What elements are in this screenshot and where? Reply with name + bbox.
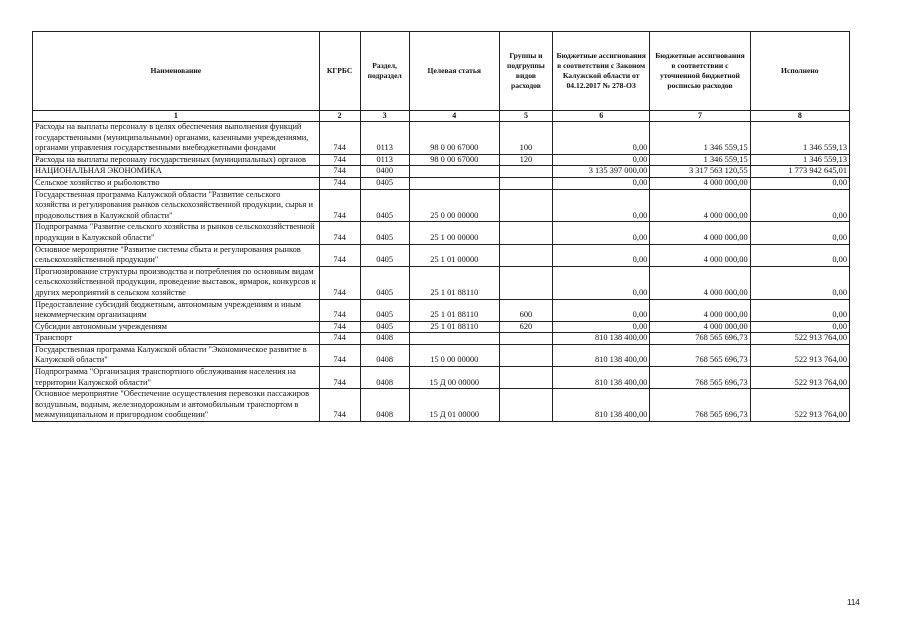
row-refined-cell: 4 000 000,00: [650, 177, 750, 189]
row-section-cell: 0400: [360, 166, 409, 178]
row-kgrbs-cell: 744: [319, 122, 360, 155]
row-kgrbs-cell: 744: [319, 299, 360, 321]
row-kgrbs-cell: 744: [319, 166, 360, 178]
row-refined-cell: 768 565 696,73: [650, 333, 750, 345]
row-group-cell: [499, 266, 552, 299]
row-refined-cell: 1 346 559,15: [650, 122, 750, 155]
header-name: Наименование: [33, 32, 320, 111]
column-number: 3: [360, 111, 409, 122]
row-group-cell: [499, 389, 552, 422]
row-name-cell: Транспорт: [33, 333, 320, 345]
row-executed-cell: 522 913 764,00: [750, 367, 849, 389]
row-name-cell: Расходы на выплаты персоналу в целях обеспечения выполнения функций государственными (муниципальными) органами, казенными учреждениями, органами управления государственными внебюджетными фондами: [33, 122, 320, 155]
row-name-cell: Прогнозирование структуры производства и потребления по основным видам сельскохозяйственной продукции, проведение выставок, ярмарок, конкурсов и других мероприятий в сельском хозяйстве: [33, 266, 320, 299]
row-executed-cell: 0,00: [750, 299, 849, 321]
header-executed: Исполнено: [750, 32, 849, 111]
row-name-cell: Предоставление субсидий бюджетным, автономным учреждениям и иным некоммерческим организациям: [33, 299, 320, 321]
row-executed-cell: 0,00: [750, 321, 849, 333]
row-refined-cell: 3 317 563 120,55: [650, 166, 750, 178]
row-section-cell: 0405: [360, 222, 409, 244]
table-row: [33, 189, 850, 222]
row-refined-cell: 4 000 000,00: [650, 321, 750, 333]
row-section-cell: 0405: [360, 321, 409, 333]
column-number: 7: [650, 111, 750, 122]
row-section-cell: 0408: [360, 344, 409, 366]
table-row: [33, 177, 850, 189]
table-row: [33, 244, 850, 266]
row-target-cell: 25 1 01 88110: [409, 266, 499, 299]
row-name-cell: Подпрограмма "Развитие сельского хозяйства и рынков сельскохозяйственной продукции в Калужской области": [33, 222, 320, 244]
row-group-cell: [499, 166, 552, 178]
row-group-cell: [499, 333, 552, 345]
row-executed-cell: 522 913 764,00: [750, 389, 849, 422]
row-law-cell: 810 138 400,00: [553, 389, 650, 422]
row-target-cell: [409, 177, 499, 189]
row-name-cell: Основное мероприятие "Развитие системы сбыта и регулирования рынков сельскохозяйственной продукции": [33, 244, 320, 266]
column-number: 6: [553, 111, 650, 122]
row-executed-cell: 0,00: [750, 177, 849, 189]
column-number: 1: [33, 111, 320, 122]
row-section-cell: 0405: [360, 244, 409, 266]
row-target-cell: 15 Д 01 00000: [409, 389, 499, 422]
header-groups: Группы и подгруппы видов расходов: [499, 32, 552, 111]
row-name-cell: Государственная программа Калужской области "Развитие сельского хозяйства и регулирования рынков сельскохозяйственной продукции, сырья и продовольствия в Калужской области": [33, 189, 320, 222]
row-name-cell: Подпрограмма "Организация транспортного обслуживания населения на территории Калужской области": [33, 367, 320, 389]
row-group-cell: [499, 244, 552, 266]
table-row: [33, 389, 850, 422]
row-group-cell: 100: [499, 122, 552, 155]
row-target-cell: 25 1 01 88110: [409, 299, 499, 321]
row-kgrbs-cell: 744: [319, 266, 360, 299]
row-refined-cell: 768 565 696,73: [650, 367, 750, 389]
table-row: [33, 222, 850, 244]
row-kgrbs-cell: 744: [319, 367, 360, 389]
column-number: 4: [409, 111, 499, 122]
row-law-cell: 3 135 397 000,00: [553, 166, 650, 178]
row-target-cell: [409, 333, 499, 345]
row-name-cell: НАЦИОНАЛЬНАЯ ЭКОНОМИКА: [33, 166, 320, 178]
row-group-cell: 600: [499, 299, 552, 321]
table-row: [33, 154, 850, 166]
row-group-cell: [499, 222, 552, 244]
row-group-cell: [499, 344, 552, 366]
row-kgrbs-cell: 744: [319, 189, 360, 222]
row-executed-cell: 0,00: [750, 222, 849, 244]
row-law-cell: 0,00: [553, 222, 650, 244]
row-law-cell: 0,00: [553, 244, 650, 266]
row-executed-cell: 0,00: [750, 189, 849, 222]
header-law: Бюджетные ассигнования в соответствии с Законом Калужской области от 04.12.2017 № 278-ОЗ: [553, 32, 650, 111]
row-law-cell: 810 138 400,00: [553, 367, 650, 389]
row-name-cell: Основное мероприятие "Обеспечение осуществления перевозки пассажиров воздушным, водным, железнодорожным и автомобильным транспортом в межмуниципальном и пригородном сообщении": [33, 389, 320, 422]
row-kgrbs-cell: 744: [319, 222, 360, 244]
header-kgrbs: КГРБС: [319, 32, 360, 111]
row-name-cell: Расходы на выплаты персоналу государственных (муниципальных) органов: [33, 154, 320, 166]
row-target-cell: 25 0 00 00000: [409, 189, 499, 222]
column-number-row: [33, 111, 850, 122]
table-row: [33, 166, 850, 178]
page-number: 114: [847, 598, 860, 607]
column-number: 5: [499, 111, 552, 122]
row-law-cell: 0,00: [553, 122, 650, 155]
table-row: [33, 333, 850, 345]
row-kgrbs-cell: 744: [319, 321, 360, 333]
row-law-cell: 0,00: [553, 189, 650, 222]
row-refined-cell: 768 565 696,73: [650, 344, 750, 366]
row-kgrbs-cell: 744: [319, 389, 360, 422]
column-number: 8: [750, 111, 849, 122]
row-group-cell: [499, 189, 552, 222]
row-law-cell: 0,00: [553, 321, 650, 333]
row-group-cell: 120: [499, 154, 552, 166]
row-refined-cell: 4 000 000,00: [650, 189, 750, 222]
table-body: [33, 122, 850, 422]
row-section-cell: 0408: [360, 389, 409, 422]
table-row: [33, 122, 850, 155]
row-kgrbs-cell: 744: [319, 244, 360, 266]
table-row: [33, 321, 850, 333]
row-refined-cell: 4 000 000,00: [650, 266, 750, 299]
row-section-cell: 0408: [360, 367, 409, 389]
row-section-cell: 0405: [360, 189, 409, 222]
header-section: Раздел, подраздел: [360, 32, 409, 111]
row-section-cell: 0405: [360, 266, 409, 299]
row-kgrbs-cell: 744: [319, 177, 360, 189]
row-law-cell: 810 138 400,00: [553, 333, 650, 345]
column-number: 2: [319, 111, 360, 122]
row-executed-cell: 522 913 764,00: [750, 333, 849, 345]
row-name-cell: Субсидии автономным учреждениям: [33, 321, 320, 333]
table-row: [33, 299, 850, 321]
row-refined-cell: 768 565 696,73: [650, 389, 750, 422]
row-law-cell: 0,00: [553, 154, 650, 166]
row-target-cell: 15 0 00 00000: [409, 344, 499, 366]
header-target: Целевая статья: [409, 32, 499, 111]
row-refined-cell: 4 000 000,00: [650, 244, 750, 266]
row-refined-cell: 4 000 000,00: [650, 299, 750, 321]
row-section-cell: 0113: [360, 154, 409, 166]
row-name-cell: Сельское хозяйство и рыболовство: [33, 177, 320, 189]
row-target-cell: 15 Д 00 00000: [409, 367, 499, 389]
row-law-cell: 0,00: [553, 266, 650, 299]
table-row: [33, 367, 850, 389]
row-section-cell: 0405: [360, 177, 409, 189]
row-executed-cell: 1 346 559,13: [750, 154, 849, 166]
row-group-cell: [499, 177, 552, 189]
row-group-cell: 620: [499, 321, 552, 333]
row-target-cell: 25 1 01 88110: [409, 321, 499, 333]
row-executed-cell: 1 346 559,13: [750, 122, 849, 155]
row-target-cell: 25 1 00 00000: [409, 222, 499, 244]
row-target-cell: 25 1 01 00000: [409, 244, 499, 266]
row-kgrbs-cell: 744: [319, 344, 360, 366]
row-section-cell: 0405: [360, 299, 409, 321]
row-target-cell: 98 0 00 67000: [409, 154, 499, 166]
row-executed-cell: 522 913 764,00: [750, 344, 849, 366]
row-target-cell: [409, 166, 499, 178]
row-law-cell: 0,00: [553, 299, 650, 321]
row-refined-cell: 1 346 559,15: [650, 154, 750, 166]
row-kgrbs-cell: 744: [319, 333, 360, 345]
header-row: [33, 32, 850, 111]
row-law-cell: 0,00: [553, 177, 650, 189]
row-executed-cell: 0,00: [750, 266, 849, 299]
row-refined-cell: 4 000 000,00: [650, 222, 750, 244]
row-executed-cell: 0,00: [750, 244, 849, 266]
row-executed-cell: 1 773 942 645,01: [750, 166, 849, 178]
row-kgrbs-cell: 744: [319, 154, 360, 166]
row-group-cell: [499, 367, 552, 389]
row-section-cell: 0113: [360, 122, 409, 155]
header-refined: Бюджетные ассигнования в соответствии с уточненной бюджетной росписью расходов: [650, 32, 750, 111]
table-row: [33, 344, 850, 366]
row-section-cell: 0408: [360, 333, 409, 345]
budget-table: [32, 31, 850, 422]
row-law-cell: 810 138 400,00: [553, 344, 650, 366]
row-name-cell: Государственная программа Калужской области "Экономическое развитие в Калужской области": [33, 344, 320, 366]
row-target-cell: 98 0 00 67000: [409, 122, 499, 155]
table-row: [33, 266, 850, 299]
